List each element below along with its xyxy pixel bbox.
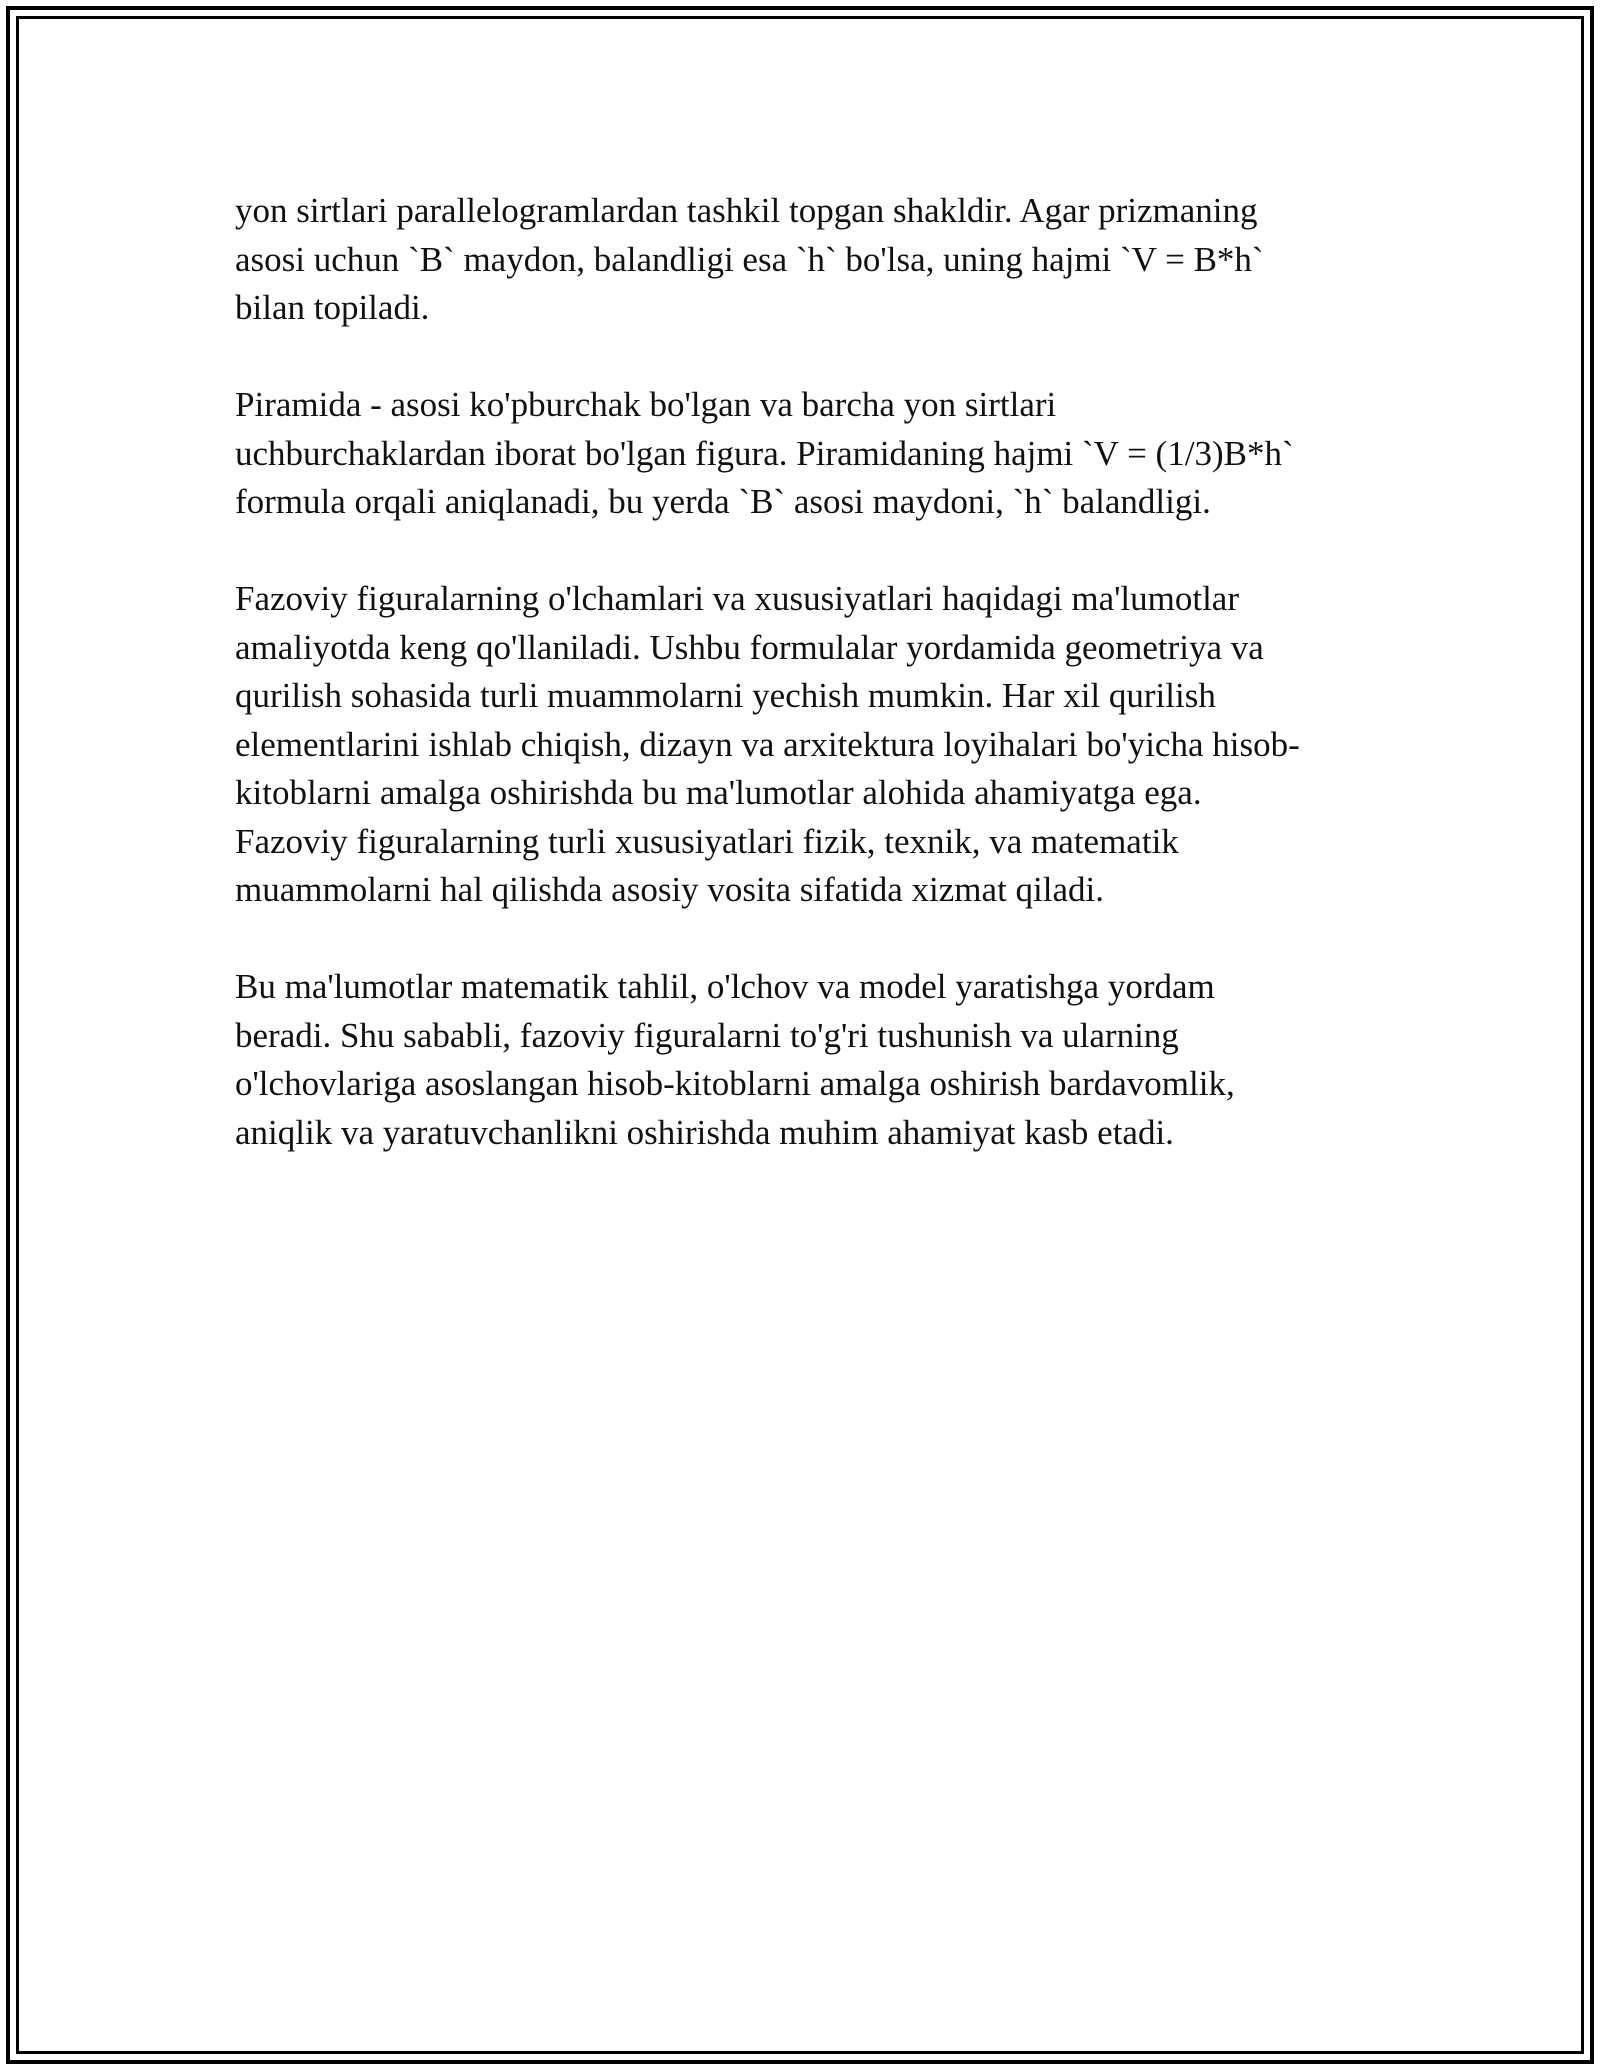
paragraph-prism-volume: yon sirtlari parallelogramlardan tashkil topgan shakldir. Agar prizmaning asosi uchun `B` maydon, balandligi esa `h` bo'lsa, uning hajmi `V = B*h` bilan topiladi. <box>235 191 1264 327</box>
paragraph-applications: Fazoviy figuralarning o'lchamlari va xususiyatlari haqidagi ma'lumotlar amaliyotda keng qo'llaniladi. Ushbu formulalar yordamida geometriya va qurilish sohasida turli muammolarni yechish mumkin. Har xil qurilish elementlarini ishlab chiqish, dizayn va arxitektura loyihalari bo'yicha hisob- kitoblarni amalga oshirishda bu ma'lumotlar alohida ahamiyatga ega. Fazoviy figuralarning turli xususiyatlari fizik, texnik, va matematik muammolarni hal qilishda asosiy vosita sifatida xizmat qiladi. <box>235 579 1300 909</box>
paragraph-conclusion: Bu ma'lumotlar matematik tahlil, o'lchov va model yaratishga yordam beradi. Shu sababli, fazoviy figuralarni to'g'ri tushunish va ularning o'lchovlariga asoslangan hisob-kitoblarni amalga oshirish bardavomlik, aniqlik va yaratuvchanlikni oshirishda muhim ahamiyat kasb etadi. <box>235 967 1235 1152</box>
paragraph-pyramid-volume: Piramida - asosi ko'pburchak bo'lgan va barcha yon sirtlari uchburchaklardan iborat bo'lgan figura. Piramidaning hajmi `V = (1/3)B*h` formula orqali aniqlanadi, bu yerda `B` asosi maydoni, `h` balandligi. <box>235 385 1294 521</box>
document-body <box>235 187 1375 1206</box>
